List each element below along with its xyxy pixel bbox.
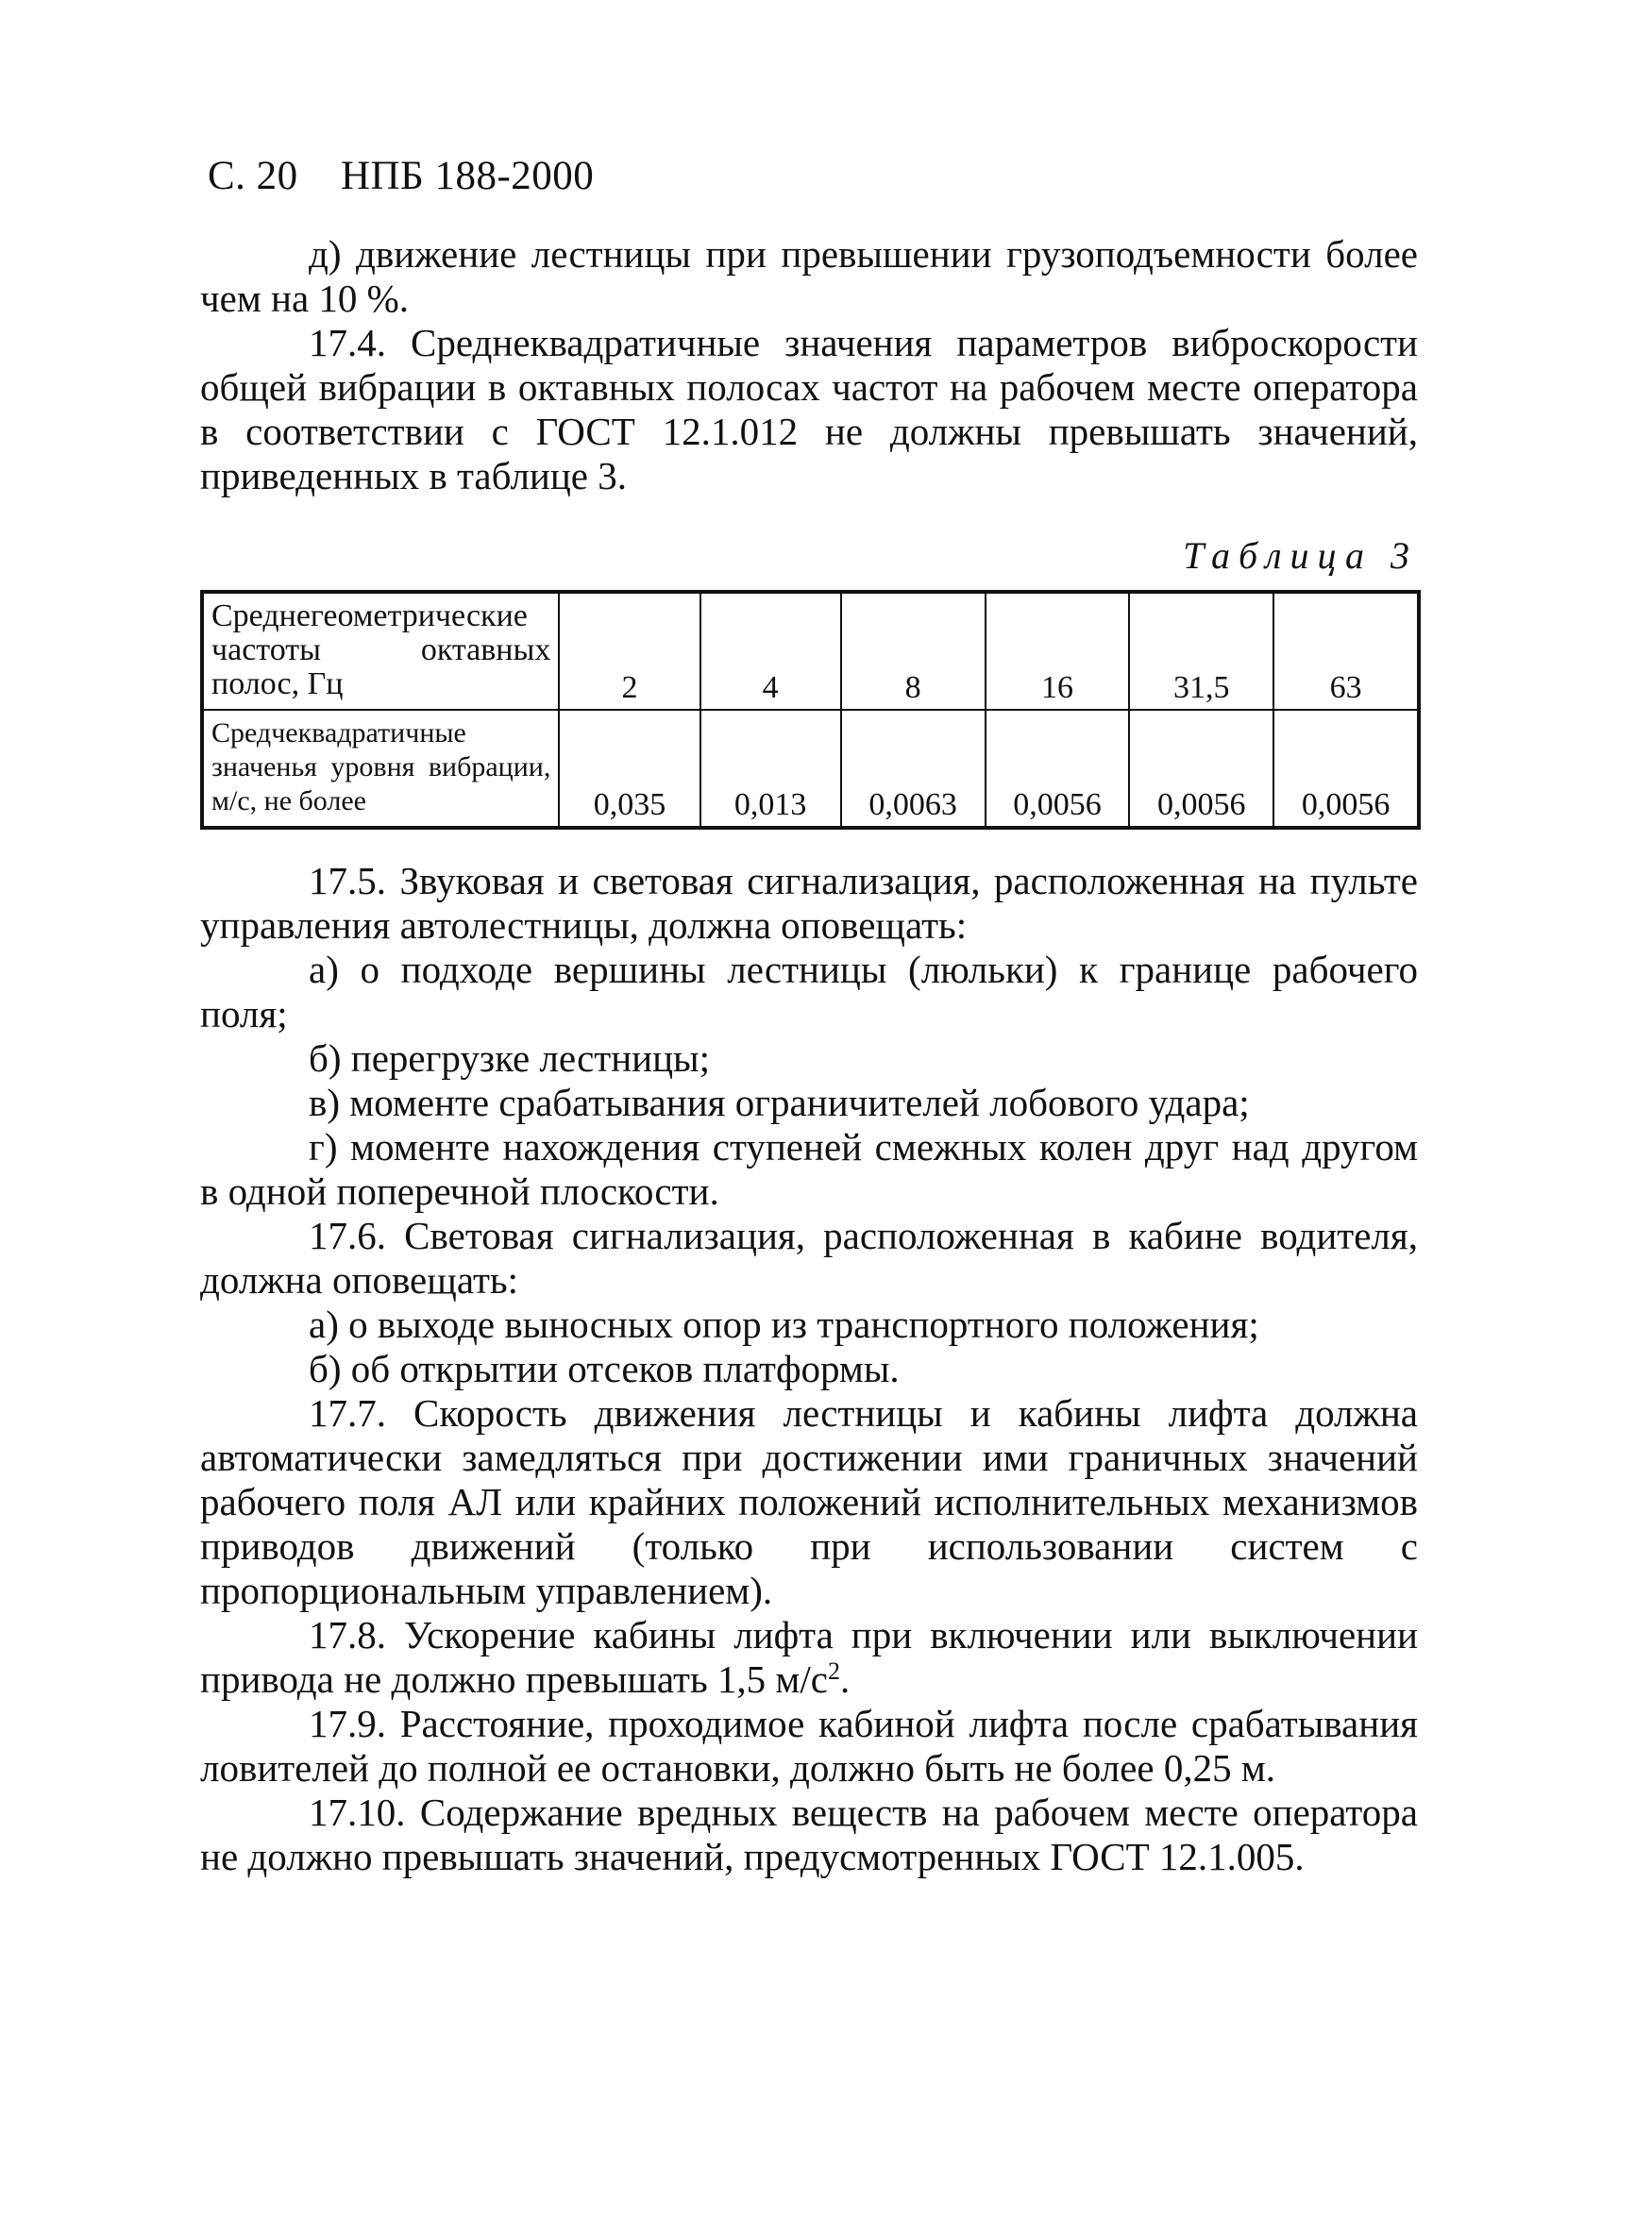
list-item: б) перегрузке лестницы;: [309, 1036, 710, 1080]
table-row: [202, 592, 1419, 710]
table-cell: 0,0063: [841, 710, 986, 828]
table-cell: 0,013: [700, 710, 841, 828]
row-header-frequencies: Среднегеометрические частоты октавных полос, Гц: [202, 592, 559, 710]
table-cell: 0,0056: [1273, 710, 1419, 828]
paragraph-17-4: 17.4. Среднеквадратичные значения параметров виброскорости общей вибрации в октавных полосах частот на рабочем месте оператора в соответствии с ГОСТ 12.1.012 не должны превышать значений, приведенных в таблице 3.: [200, 321, 1418, 497]
list-item: а) о выходе выносных опор из транспортного положения;: [309, 1303, 1259, 1346]
table-cell: 4: [700, 592, 841, 710]
main-text-block: [200, 859, 1418, 1879]
table-cell: 63: [1273, 592, 1419, 710]
row-header-vibration-level: Средчеквадратичные значенья уровня вибрации, м/с, не более: [202, 710, 559, 828]
list-item: б) об открытии отсеков платформы.: [309, 1347, 900, 1390]
list-item: а) о подходе вершины лестницы (люльки) к границе рабочего поля;: [200, 948, 1418, 1035]
superscript: 2: [827, 1657, 840, 1685]
list-item: в) моменте срабатывания ограничителей лобового удара;: [309, 1081, 1250, 1124]
table-caption: Таблица 3: [1183, 534, 1418, 577]
paragraph-d-load: д) движение лестницы при превышении грузоподъемности более чем на 10 %.: [200, 232, 1418, 320]
table-cell: 2: [559, 592, 700, 710]
paragraph-17-8-text: 17.8. Ускорение кабины лифта при включении или выключении привода не должно превышать 1,5 м/с: [200, 1613, 1418, 1701]
page-number: С. 20: [208, 154, 298, 198]
table-cell: 16: [986, 592, 1130, 710]
paragraph-17-8: [200, 1613, 1418, 1702]
table-cell: 0,0056: [986, 710, 1130, 828]
paragraph-17-6: 17.6. Световая сигнализация, расположенная в кабине водителя, должна оповещать:: [200, 1214, 1418, 1302]
table-cell: 31,5: [1129, 592, 1273, 710]
list-item: г) моменте нахождения ступеней смежных колен друг над другом в одной поперечной плоскости.: [200, 1125, 1418, 1213]
table-row: [202, 710, 1419, 828]
page-header: [208, 153, 594, 200]
vibration-table: [200, 590, 1421, 830]
paragraph-17-9: 17.9. Расстояние, проходимое кабиной лифта после срабатывания ловителей до полной ее остановки, должно быть не более 0,25 м.: [200, 1702, 1418, 1790]
table-cell: 0,0056: [1129, 710, 1273, 828]
paragraph-17-10: 17.10. Содержание вредных веществ на рабочем месте оператора не должно превышать значений, предусмотренных ГОСТ 12.1.005.: [200, 1791, 1418, 1878]
document-code: НПБ 188-2000: [340, 154, 595, 198]
paragraph-17-7: 17.7. Скорость движения лестницы и кабины лифта должна автоматически замедляться при достижении ими граничных значений рабочего поля АЛ или крайних положений исполнительных механизмов приводов движений (только при использовании систем с пропорциональным управлением).: [200, 1391, 1418, 1612]
paragraph-17-8-tail: .: [839, 1657, 851, 1701]
table-cell: 0,035: [559, 710, 700, 828]
table-cell: 8: [841, 592, 986, 710]
top-text-block: [200, 232, 1418, 498]
paragraph-17-5: 17.5. Звуковая и световая сигнализация, расположенная на пульте управления автолестницы, должна оповещать:: [200, 859, 1418, 947]
